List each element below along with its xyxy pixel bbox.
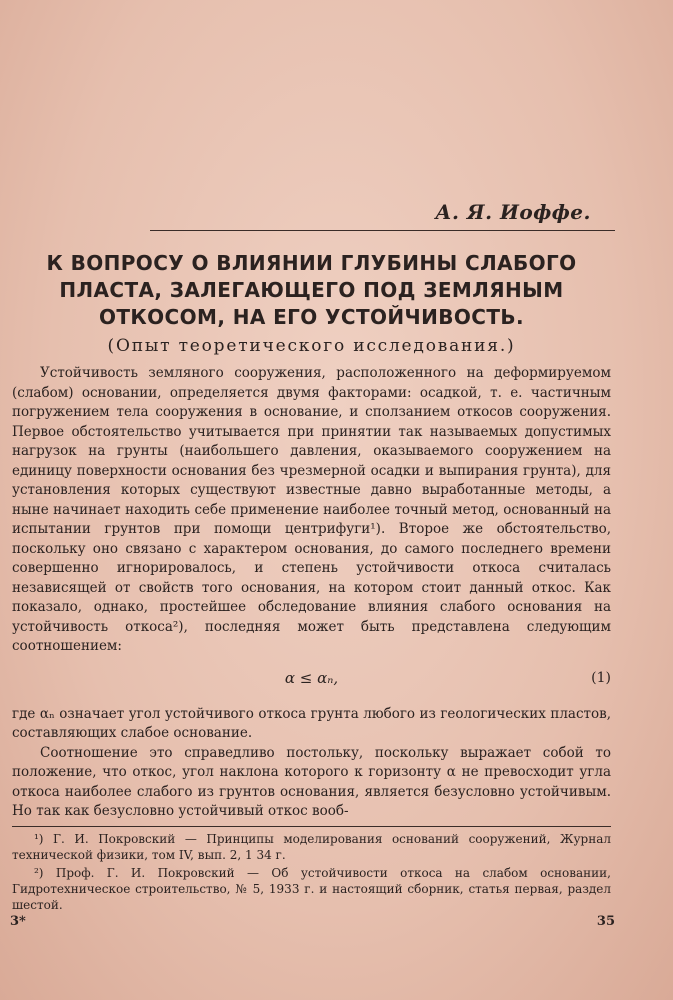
paragraph: Соотношение это справедливо постольку, поскольку выражает собой то положение, что откос, угол наклона которого к горизонту α не превосходит угла откоса наиболее слабого из грунтов основания, является безусловно устойчивым. Но так как безусловно устойчивый откос вооб-	[12, 744, 611, 819]
formula-block	[12, 659, 611, 699]
formula-expression: α ≤ αₙ,	[284, 668, 339, 687]
signature-mark: 3*	[10, 914, 26, 929]
formula-number: (1)	[591, 669, 611, 686]
footnote: ¹) Г. И. Покровский — Принципы моделирования оснований сооружений, Журнал технической физики, том IV, вып. 2, 1 34 г.	[12, 832, 611, 862]
page-footer	[10, 914, 615, 929]
paragraph: Устойчивость земляного сооружения, расположенного на деформируемом (слабом) основании, определяется двумя факторами: осадкой, т. е. частичным погружением тела сооружения в основание, и сползанием откосов сооружения. Первое обстоятельство учитывается при принятии так называемых допустимых нагрузок на грунты (наибольшего давления, оказываемого сооружением на единицу поверхности основания без чрезмерной осадки и выпирания грунта), для установления которых существуют известные давно выработанные методы, а ныне начинает находить себе применение наиболее точный метод, основанный на испытании грунтов при помощи центрифуги¹). Второе же обстоятельство, поскольку оно связано с характером основания, до самого последнего времени совершенно игнорировалось, и степень устойчивости откоса считалась независящей от свойств того основания, на котором стоит данный откос. Как показало, однако, простейшее обследование влияния слабого основания на устойчивость откоса²), последняя может быть представлена следующим соотношением:	[12, 365, 611, 654]
header-rule	[150, 230, 615, 231]
footnote: ²) Проф. Г. И. Покровский — Об устойчивости откоса на слабом основании, Гидротехническое строительство, № 5, 1933 г. и настоящий сборник, статья первая, раздел шестой.	[12, 866, 611, 912]
page-number: 35	[596, 914, 615, 929]
article-subtitle: (Опыт теоретического исследования.)	[107, 336, 516, 356]
paragraph: где αₙ означает угол устойчивого откоса грунта любого из геологических пластов, составляющих слабое основание.	[12, 705, 611, 741]
article-title: К ВОПРОСУ О ВЛИЯНИИ ГЛУБИНЫ СЛАБОГО ПЛАСТА, ЗАЛЕГАЮЩЕГО ПОД ЗЕМЛЯНЫМ ОТКОСОМ, НА ЕГО УСТОЙЧИВОСТЬ.	[46, 251, 577, 329]
author-name: А. Я. Иоффе.	[435, 200, 591, 224]
article-body	[12, 364, 611, 822]
footnotes	[12, 826, 611, 915]
